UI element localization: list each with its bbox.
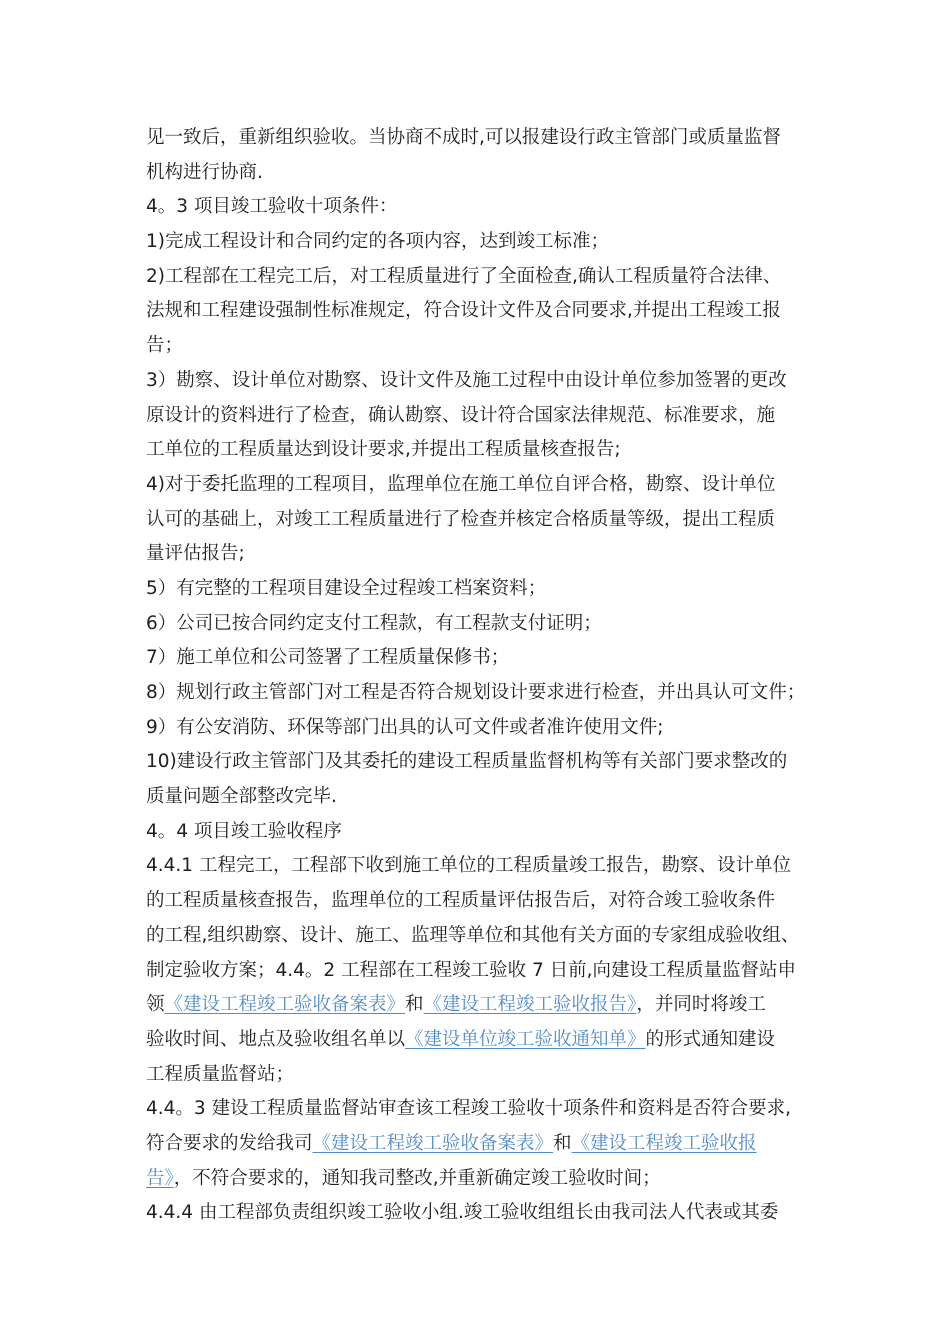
text-segment: ，并同时将竣工	[636, 994, 766, 1016]
text-line	[146, 433, 821, 468]
document-link[interactable]: 《建设工程竣工验收报告》	[423, 994, 637, 1016]
text-segment: 制定验收方案；4.4。2 工程部在工程竣工验收 7 日前,向建设工程质量监督站申	[146, 959, 796, 981]
text-line	[146, 260, 821, 295]
text-line	[146, 503, 821, 538]
text-line	[146, 468, 821, 503]
text-line	[146, 676, 821, 711]
text-line	[146, 364, 821, 399]
text-segment: 9）有公安消防、环保等部门出具的认可文件或者准许使用文件;	[146, 716, 664, 738]
text-segment: 4.4。3 建设工程质量监督站审查该工程竣工验收十项条件和资料是否符合要求,	[146, 1098, 791, 1120]
text-segment: 6）公司已按合同约定支付工程款，有工程款支付证明；	[146, 612, 602, 634]
text-segment: 质量问题全部整改完毕.	[146, 786, 337, 808]
text-line	[146, 884, 821, 919]
text-segment: 告；	[146, 335, 184, 357]
text-line	[146, 988, 821, 1023]
document-link[interactable]: 《建设工程竣工验收备案表》	[312, 1132, 554, 1154]
document-body	[146, 121, 821, 1231]
document-link[interactable]: 告》	[146, 1167, 174, 1189]
text-line	[146, 711, 821, 746]
text-line	[146, 954, 821, 989]
text-line	[146, 815, 821, 850]
text-line	[146, 537, 821, 572]
text-segment: 符合要求的发给我司	[146, 1132, 313, 1154]
text-segment: 工单位的工程质量达到设计要求,并提出工程质量核查报告;	[146, 439, 621, 461]
text-segment: 4.4.1 工程完工，工程部下收到施工单位的工程质量竣工报告，勘察、设计单位	[146, 855, 791, 877]
document-link[interactable]: 《建设单位竣工验收通知单》	[405, 1028, 646, 1050]
text-segment: 4。4 项目竣工验收程序	[146, 820, 342, 842]
text-line	[146, 849, 821, 884]
text-segment: 5）有完整的工程项目建设全过程竣工档案资料；	[146, 577, 547, 599]
text-line	[146, 121, 821, 156]
text-segment: 领	[146, 994, 165, 1016]
text-segment: 量评估报告;	[146, 543, 245, 565]
text-line	[146, 329, 821, 364]
text-line	[146, 641, 821, 676]
text-segment: 4.4.4 由工程部负责组织竣工验收小组.竣工验收组组长由我司法人代表或其委	[146, 1202, 779, 1224]
text-line	[146, 1196, 821, 1231]
text-line	[146, 919, 821, 954]
text-line	[146, 745, 821, 780]
text-line	[146, 1127, 821, 1162]
text-line	[146, 225, 821, 260]
text-segment: 4。3 项目竣工验收十项条件：	[146, 196, 398, 218]
text-segment: 3）勘察、设计单位对勘察、设计文件及施工过程中由设计单位参加签署的更改	[146, 369, 787, 391]
text-segment: 认可的基础上，对竣工工程质量进行了检查并核定合格质量等级，提出工程质	[146, 508, 776, 530]
text-line	[146, 1023, 821, 1058]
text-segment: 验收时间、地点及验收组名单以	[146, 1028, 406, 1050]
text-line	[146, 294, 821, 329]
text-line	[146, 607, 821, 642]
text-segment: 1)完成工程设计和合同约定的各项内容，达到竣工标准；	[146, 231, 609, 253]
text-line	[146, 156, 821, 191]
text-segment: 的工程,组织勘察、设计、施工、监理等单位和其他有关方面的专家组成验收组、	[146, 924, 800, 946]
text-segment: 10)建设行政主管部门及其委托的建设工程质量监督机构等有关部门要求整改的	[146, 751, 788, 773]
text-segment: 7）施工单位和公司签署了工程质量保修书；	[146, 647, 510, 669]
document-link[interactable]: 《建设工程竣工验收备案表》	[164, 994, 406, 1016]
text-segment: 机构进行协商.	[146, 161, 263, 183]
text-line	[146, 572, 821, 607]
text-line	[146, 780, 821, 815]
text-segment: 法规和工程建设强制性标准规定，符合设计文件及合同要求,并提出工程竣工报	[146, 300, 781, 322]
text-segment: 原设计的资料进行了检查，确认勘察、设计符合国家法律规范、标准要求，施	[146, 404, 776, 426]
text-segment: 工程质量监督站；	[146, 1063, 295, 1085]
text-line	[146, 1162, 821, 1197]
text-line	[146, 190, 821, 225]
text-segment: 4)对于委托监理的工程项目，监理单位在施工单位自评合格，勘察、设计单位	[146, 473, 776, 495]
text-segment: 和	[405, 994, 424, 1016]
text-line	[146, 1092, 821, 1127]
text-segment: 见一致后，重新组织验收。当协商不成时,可以报建设行政主管部门或质量监督	[146, 127, 781, 148]
text-segment: 的形式通知建设	[645, 1028, 776, 1050]
text-segment: 2)工程部在工程完工后，对工程质量进行了全面检查,确认工程质量符合法律、	[146, 265, 782, 287]
text-segment: 8）规划行政主管部门对工程是否符合规划设计要求进行检查，并出具认可文件；	[146, 682, 806, 703]
text-segment: ，不符合要求的，通知我司整改,并重新确定竣工验收时间；	[173, 1167, 661, 1189]
text-segment: 的工程质量核查报告，监理单位的工程质量评估报告后，对符合竣工验收条件	[146, 890, 776, 912]
document-link[interactable]: 《建设工程竣工验收报	[571, 1132, 757, 1154]
text-line	[146, 399, 821, 434]
text-segment: 和	[553, 1132, 572, 1154]
text-line	[146, 1058, 821, 1093]
